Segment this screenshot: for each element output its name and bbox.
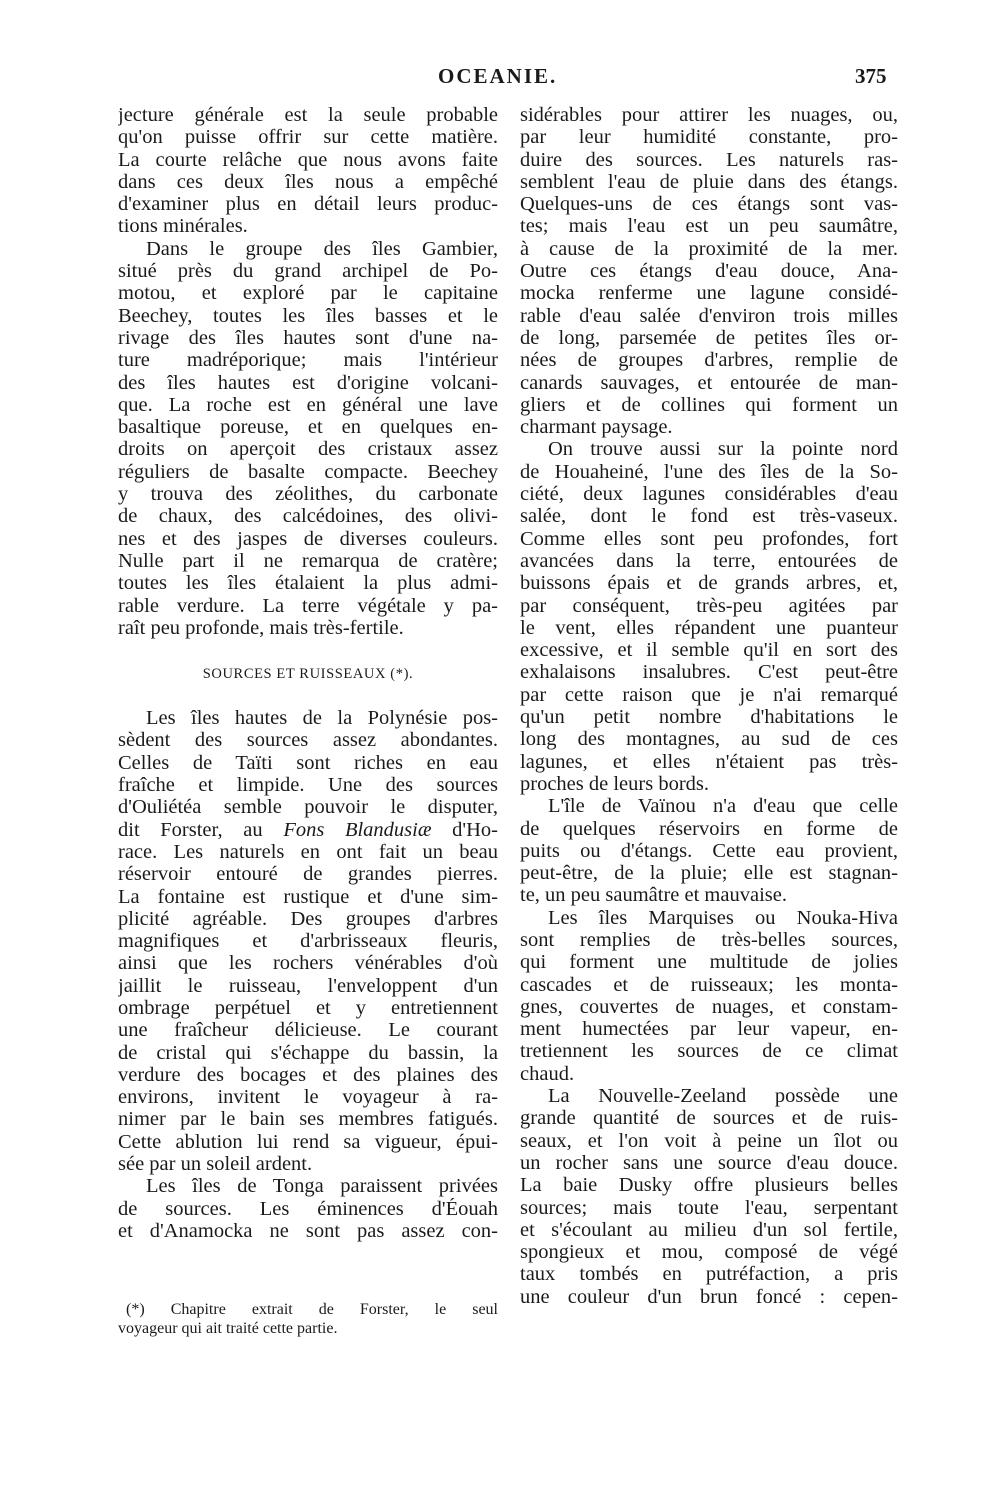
- text-line: duire des sources. Les naturels ras-: [520, 148, 898, 171]
- text-line: peut-être, de la pluie; elle est stagnan-: [520, 862, 898, 885]
- text-line: de Houaheiné, l'une des îles de la So-: [520, 460, 898, 483]
- text-line: par conséquent, très-peu agitées par: [520, 594, 898, 617]
- footnote-line: voyageur qui ait traité cette partie.: [118, 1320, 338, 1337]
- text-line: qu'un petit nombre d'habitations le: [520, 706, 898, 729]
- text-line: La fontaine est rustique et d'une sim-: [118, 885, 498, 908]
- text-line: tretiennent les sources de ce climat: [520, 1040, 898, 1063]
- text-line: sources; mais toute l'eau, serpentant: [520, 1196, 898, 1219]
- text-line: jecture générale est la seule probable: [118, 104, 498, 126]
- text-line: une fraîcheur délicieuse. Le courant: [118, 1019, 498, 1042]
- section-heading: SOURCES ET RUISSEAUX (*).: [202, 666, 414, 683]
- text-line: mocka renferme une lagune considé-: [520, 282, 898, 305]
- text-line: te, un peu saumâtre et mauvaise.: [520, 884, 787, 907]
- text-line: rable d'eau salée d'environ trois milles: [520, 304, 898, 327]
- text-line: plicité agréable. Des groupes d'arbres: [118, 907, 498, 930]
- text-line: tions minérales.: [118, 215, 248, 238]
- text-line: chaud.: [520, 1062, 575, 1085]
- text-line: La courte relâche que nous avons faite: [118, 148, 498, 171]
- text-line: y trouva des zéolithes, du carbonate: [118, 483, 498, 506]
- text-line: à cause de la proximité de la mer.: [520, 237, 898, 260]
- paragraph: [118, 104, 498, 238]
- text-line: L'île de Vaïnou n'a d'eau que celle: [548, 795, 898, 818]
- text-line: [118, 819, 498, 841]
- text-line: toutes les îles étalaient la plus admi-: [118, 572, 498, 595]
- text-line: sèdent des sources assez abondantes.: [118, 729, 498, 752]
- text-line: qui forment une multitude de jolies: [520, 951, 898, 974]
- paragraph: [520, 104, 898, 438]
- page-header: [0, 64, 1000, 94]
- text-line: magnifiques et d'arbrisseaux fleuris,: [118, 930, 498, 953]
- paragraph: [118, 1175, 498, 1242]
- right-column: [520, 104, 898, 1308]
- text-line: verdure des bocages et des plaines des: [118, 1063, 498, 1086]
- text-segment: dit Forster, au: [118, 818, 284, 841]
- text-line: exhalaisons insalubres. C'est peut-être: [520, 661, 898, 684]
- text-line: sont remplies de très-belles sources,: [520, 928, 898, 951]
- text-line: que. La roche est en général une lave: [118, 393, 498, 416]
- text-line: Celles de Taïti sont riches en eau: [118, 751, 498, 774]
- text-line: sidérables pour attirer les nuages, ou,: [520, 104, 898, 126]
- text-line: rable verdure. La terre végétale y pa-: [118, 594, 498, 617]
- text-line: Comme elles sont peu profondes, fort: [520, 527, 898, 550]
- paragraph: [520, 795, 898, 906]
- footnote-line: (*) Chapitre extrait de Forster, le seul: [126, 1301, 498, 1318]
- text-line: Quelques-uns de ces étangs sont vas-: [520, 193, 898, 216]
- text-line: long des montagnes, au sud de ces: [520, 728, 898, 751]
- text-segment: d'Ho-: [431, 818, 498, 841]
- paragraph: [118, 238, 498, 639]
- text-line: Les îles hautes de la Polynésie pos-: [146, 707, 498, 730]
- text-line: basaltique poreuse, et en quelques en-: [118, 416, 498, 439]
- text-line: On trouve aussi sur la pointe nord: [548, 438, 898, 461]
- text-line: Outre ces étangs d'eau douce, Ana-: [520, 260, 898, 283]
- text-line: par cette raison que je n'ai remarqué: [520, 683, 898, 706]
- text-line: fraîche et limpide. Une des sources: [118, 774, 498, 797]
- text-line: grande quantité de sources et de ruis-: [520, 1107, 898, 1130]
- text-line: seaux, et l'on voit à peine un îlot ou: [520, 1129, 898, 1152]
- text-line: spongieux et mou, composé de végé: [520, 1241, 898, 1264]
- text-line: d'examiner plus en détail leurs produc-: [118, 193, 498, 216]
- text-line: canards sauvages, et entourée de man-: [520, 371, 898, 394]
- text-line: qu'on puisse offrir sur cette matière.: [118, 126, 498, 149]
- text-line: de quelques réservoirs en forme de: [520, 817, 898, 840]
- text-line: nées de groupes d'arbres, remplie de: [520, 349, 898, 372]
- italic-latin-phrase: Fons Blandusiæ: [283, 818, 432, 841]
- text-line: jaillit le ruisseau, l'enveloppent d'un: [118, 974, 498, 997]
- text-line: de cristal qui s'échappe du bassin, la: [118, 1041, 498, 1064]
- page-number: 375: [855, 64, 887, 88]
- text-line: motou, et exploré par le capitaine: [118, 282, 498, 305]
- text-line: ment humectées par leur vapeur, en-: [520, 1018, 898, 1041]
- text-line: des îles hautes est d'origine volcani-: [118, 371, 498, 394]
- text-line: par leur humidité constante, pro-: [520, 126, 898, 149]
- text-line: d'Ouliétéa semble pouvoir le disputer,: [118, 796, 498, 819]
- text-line: Les îles Marquises ou Nouka-Hiva: [548, 906, 898, 929]
- text-line: cascades et de ruisseaux; les monta-: [520, 973, 898, 996]
- paragraph: [520, 907, 898, 1085]
- text-line: environs, invitent le voyageur à ra-: [118, 1086, 498, 1109]
- text-line: rivage des îles hautes sont d'une na-: [118, 326, 498, 349]
- text-line: réservoir entouré de grandes pierres.: [118, 863, 498, 886]
- text-line: La Nouvelle-Zeeland possède une: [548, 1085, 898, 1108]
- text-line: race. Les naturels en ont fait un beau: [118, 840, 498, 863]
- text-line: taux tombés en putréfaction, a pris: [520, 1263, 898, 1286]
- text-line: salée, dont le fond est très-vaseux.: [520, 505, 898, 528]
- text-line: ainsi que les rochers vénérables d'où: [118, 952, 498, 975]
- text-line: de long, parsemée de petites îles or-: [520, 326, 898, 349]
- text-line: ciété, deux lagunes considérables d'eau: [520, 483, 898, 506]
- text-line: avancées dans la terre, entourées de: [520, 549, 898, 572]
- running-title: OCEANIE.: [438, 64, 558, 88]
- text-line: droits on aperçoit des cristaux assez: [118, 438, 498, 461]
- text-line: gliers et de collines qui forment un: [520, 393, 898, 416]
- text-line: de chaux, des calcédoines, des olivi-: [118, 505, 498, 528]
- text-line: Dans le groupe des îles Gambier,: [146, 237, 498, 260]
- text-line: raît peu profonde, mais très-fertile.: [118, 616, 404, 639]
- text-line: excessive, et il semble qu'il en sort des: [520, 639, 898, 662]
- text-line: sée par un soleil ardent.: [118, 1153, 313, 1176]
- footnote: [118, 1300, 498, 1338]
- left-column: [118, 104, 498, 1242]
- text-line: Les îles de Tonga paraissent privées: [146, 1175, 498, 1198]
- text-line: un rocher sans une source d'eau douce.: [520, 1151, 898, 1174]
- text-line: et d'Anamocka ne sont pas assez con-: [118, 1219, 498, 1242]
- text-line: Beechey, toutes les îles basses et le: [118, 304, 498, 327]
- text-line: puits ou d'étangs. Cette eau provient,: [520, 839, 898, 862]
- text-line: réguliers de basalte compacte. Beechey: [118, 460, 498, 483]
- text-line: charmant paysage.: [520, 416, 673, 439]
- text-line: semblent l'eau de pluie dans des étangs.: [520, 170, 898, 193]
- text-line: proches de leurs bords.: [520, 772, 710, 795]
- text-line: nes et des jaspes de diverses couleurs.: [118, 527, 498, 550]
- text-line: lagunes, et elles n'étaient pas très-: [520, 750, 898, 773]
- text-line: Cette ablution lui rend sa vigueur, épui-: [118, 1130, 498, 1153]
- text-line: ture madréporique; mais l'intérieur: [118, 349, 498, 372]
- text-line: La baie Dusky offre plusieurs belles: [520, 1174, 898, 1197]
- text-line: tes; mais l'eau est un peu saumâtre,: [520, 215, 898, 238]
- paragraph: [520, 1085, 898, 1308]
- text-line: une couleur d'un brun foncé : cepen-: [520, 1285, 898, 1308]
- paragraph: [520, 438, 898, 795]
- text-line: et s'écoulant au milieu d'un sol fertile,: [520, 1218, 898, 1241]
- text-line: dans ces deux îles nous a empêché: [118, 170, 498, 193]
- text-line: le vent, elles répandent une puanteur: [520, 616, 898, 639]
- paragraph: [118, 707, 498, 1175]
- text-line: gnes, couvertes de nuages, et constam-: [520, 995, 898, 1018]
- text-line: buissons épais et de grands arbres, et,: [520, 572, 898, 595]
- text-line: Nulle part il ne remarqua de cratère;: [118, 549, 498, 572]
- text-line: nimer par le bain ses membres fatigués.: [118, 1108, 498, 1131]
- text-line: situé près du grand archipel de Po-: [118, 260, 498, 283]
- text-line: ombrage perpétuel et y entretiennent: [118, 996, 498, 1019]
- text-line: de sources. Les éminences d'Éouah: [118, 1197, 498, 1220]
